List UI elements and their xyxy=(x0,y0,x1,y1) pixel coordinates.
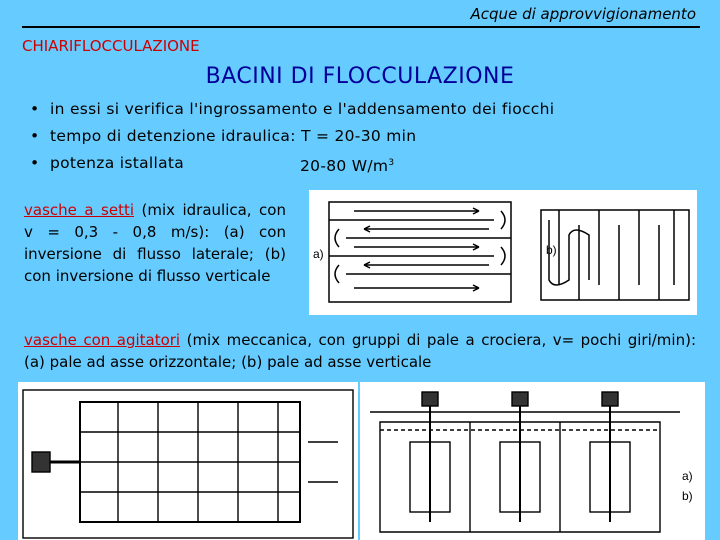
horizontal-paddle-diagram xyxy=(18,382,358,540)
vertical-paddle-diagram xyxy=(360,382,705,540)
agitatori-paragraph xyxy=(24,329,696,373)
bullet-text: potenza istallata xyxy=(50,154,185,172)
agitatori-description: (mix meccanica, con gruppi di pale a crociera, v= pochi giri/min): (a) pale ad asse orizzontale; (b) pale ad asse verticale xyxy=(24,331,696,371)
section-label: CHIARIFLOCCULAZIONE xyxy=(22,37,200,55)
setti-paragraph xyxy=(24,199,286,287)
slide-title: BACINI DI FLOCCULAZIONE xyxy=(205,64,515,89)
baffle-tank-diagram xyxy=(309,190,697,315)
bullet-item xyxy=(30,96,554,123)
header-divider xyxy=(22,26,700,28)
power-value xyxy=(300,150,394,180)
bullet-text: tempo di detenzione idraulica: T = 20-30 min xyxy=(50,127,417,145)
figure-label-a: a) xyxy=(682,469,693,483)
figure-label-b: b) xyxy=(546,243,557,257)
bullet-text: in essi si verifica l'ingrossamento e l'addensamento dei fiocchi xyxy=(50,100,555,118)
bullet-dot-icon: • xyxy=(30,127,40,145)
figure-label-a: a) xyxy=(313,247,324,261)
setti-description: (mix idraulica, con v = 0,3 - 0,8 m/s): (a) con inversione di flusso laterale; (b) con inversione di flusso verticale xyxy=(24,201,286,285)
header-title: Acque di approvvigionamento xyxy=(470,5,696,23)
agitatori-keyword: vasche con agitatori xyxy=(24,331,181,349)
figure-label-b: b) xyxy=(682,489,693,503)
bullet-list xyxy=(30,96,554,177)
setti-keyword: vasche a setti xyxy=(24,201,134,219)
bullet-dot-icon: • xyxy=(30,154,40,172)
power-value-exponent: 3 xyxy=(388,158,395,168)
bullet-item xyxy=(30,150,554,177)
bullet-dot-icon: • xyxy=(30,100,40,118)
bullet-item xyxy=(30,123,554,150)
power-value-number: 20-80 W/m xyxy=(300,157,389,176)
